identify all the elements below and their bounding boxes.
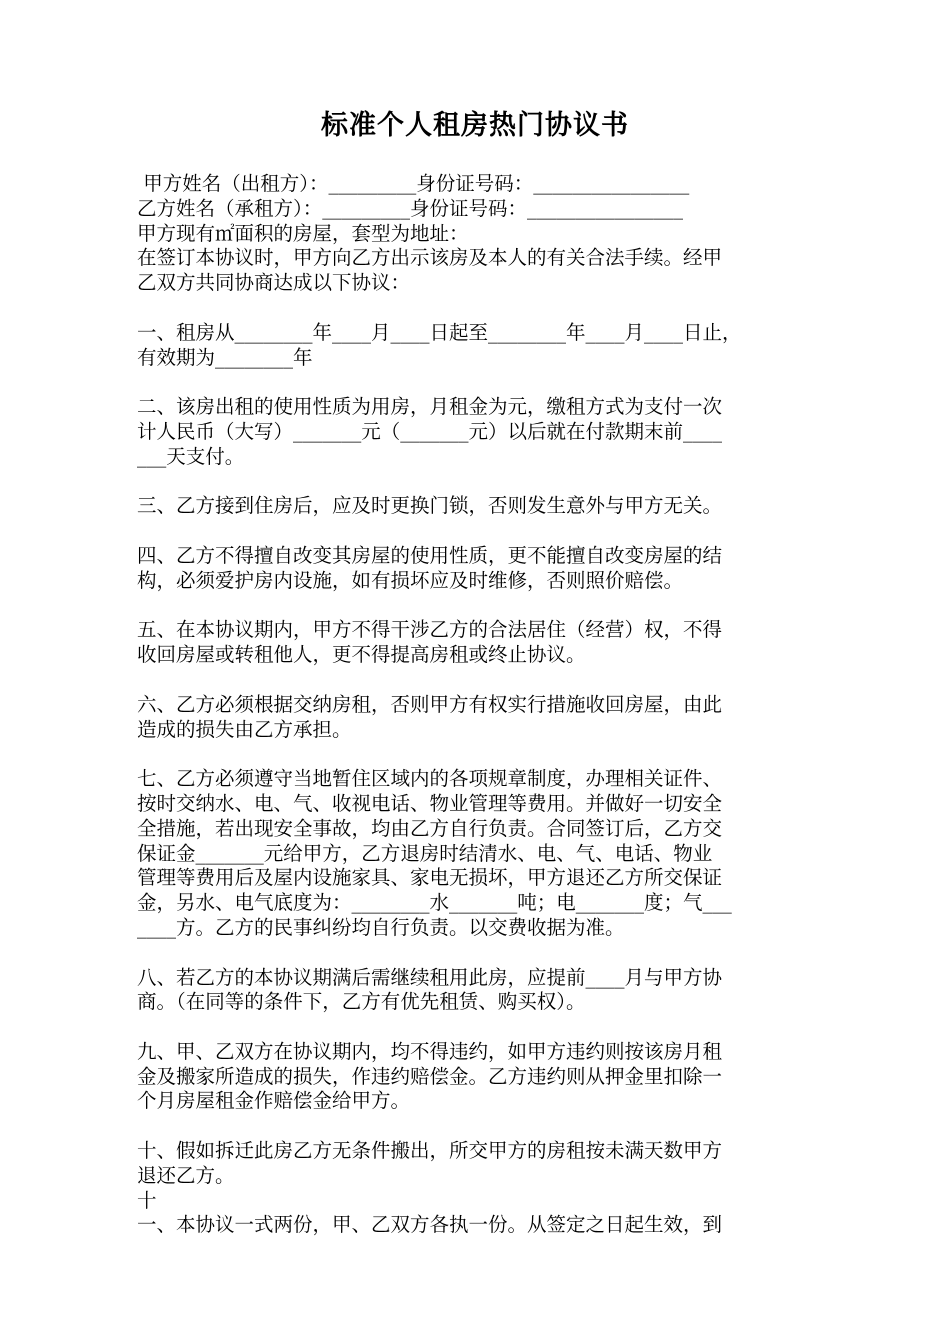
text-line: 乙双方共同协商达成以下协议： xyxy=(137,271,411,295)
text-line: 金，另水、电气底度为：________水_______吨；电_______度；气___ xyxy=(137,891,732,915)
document-title: 标准个人租房热门协议书 xyxy=(321,110,629,141)
text-line: 收回房屋或转租他人，更不得提高房租或终止协议。 xyxy=(137,643,586,667)
text-line: 五、在本协议期内，甲方不得干涉乙方的合法居住（经营）权，不得 xyxy=(137,618,723,642)
text-line: ____方。乙方的民事纠纷均自行负责。以交费收据为准。 xyxy=(137,915,625,939)
text-line: 九、甲、乙双方在协议期内，均不得违约，如甲方违约则按该房月租 xyxy=(137,1039,723,1063)
text-line: 有效期为________年 xyxy=(137,345,313,369)
blank-line xyxy=(137,296,821,321)
text-line: 十、假如拆迁此房乙方无条件搬出，所交甲方的房租按未满天数甲方 xyxy=(137,1139,723,1163)
blank-line xyxy=(137,1015,821,1040)
text-line: 七、乙方必须遵守当地暂住区域内的各项规章制度，办理相关证件、 xyxy=(137,767,723,791)
text-line: 三、乙方接到住房后，应及时更换门锁，否则发生意外与甲方无关。 xyxy=(137,494,723,518)
text-line: ___天支付。 xyxy=(137,444,245,468)
text-line: 个月房屋租金作赔偿金给甲方。 xyxy=(137,1089,411,1113)
text-line: 全措施，若出现安全事故，均由乙方自行负责。合同签订后，乙方交 xyxy=(137,816,723,840)
text-line: 按时交纳水、电、气、收视电话、物业管理等费用。并做好一切安全 xyxy=(137,791,723,815)
text-line: 构，必须爱护房内设施，如有损坏应及时维修，否则照价赔偿。 xyxy=(137,568,684,592)
blank-line xyxy=(137,370,821,395)
text-line: 八、若乙方的本协议期满后需继续租用此房，应提前____月与甲方协 xyxy=(137,965,723,989)
blank-line xyxy=(137,668,821,693)
text-line: 六、乙方必须根据交纳房租，否则甲方有权实行措施收回房屋，由此 xyxy=(137,692,723,716)
text-line: 造成的损失由乙方承担。 xyxy=(137,717,352,741)
blank-line xyxy=(137,1114,821,1139)
text-line: 保证金_______元给甲方，乙方退房时结清水、电、气、电话、物业 xyxy=(137,841,713,865)
text-line: 退还乙方。 xyxy=(137,1163,235,1187)
text-line: 十 xyxy=(137,1188,157,1212)
text-line: 甲方姓名（出租方）：_________身份证号码：________________ xyxy=(137,172,690,195)
text-line: 二、该房出租的使用性质为用房，月租金为元，缴租方式为支付一次 xyxy=(137,395,723,419)
text-line: 甲方现有㎡面积的房屋，套型为地址： xyxy=(137,221,469,245)
text-line: 金及搬家所造成的损失，作违约赔偿金。乙方违约则从押金里扣除一 xyxy=(137,1064,723,1088)
text-line: 计人民币（大写）_______元（_______元）以后就在付款期末前____ xyxy=(137,419,723,443)
text-line: 管理等费用后及屋内设施家具、家电无损坏，甲方退还乙方所交保证 xyxy=(137,866,723,890)
document-body xyxy=(137,172,821,1238)
blank-line xyxy=(137,941,821,966)
blank-line xyxy=(137,594,821,619)
text-line: 一、租房从________年____月____日起至________年____月____日止， xyxy=(137,320,742,344)
text-line: 商。（在同等的条件下，乙方有优先租赁、购买权）。 xyxy=(137,990,586,1014)
text-line: 四、乙方不得擅自改变其房屋的使用性质，更不能擅自改变房屋的结 xyxy=(137,543,723,567)
text-line: 乙方姓名（承租方）：_________身份证号码：________________ xyxy=(137,196,684,220)
blank-line xyxy=(137,519,821,544)
text-line: 一、本协议一式两份，甲、乙双方各执一份。从签定之日起生效，到 xyxy=(137,1213,723,1237)
text-line: 在签订本协议时，甲方向乙方出示该房及本人的有关合法手续。经甲 xyxy=(137,246,723,270)
blank-line xyxy=(137,470,821,495)
blank-line xyxy=(137,742,821,767)
